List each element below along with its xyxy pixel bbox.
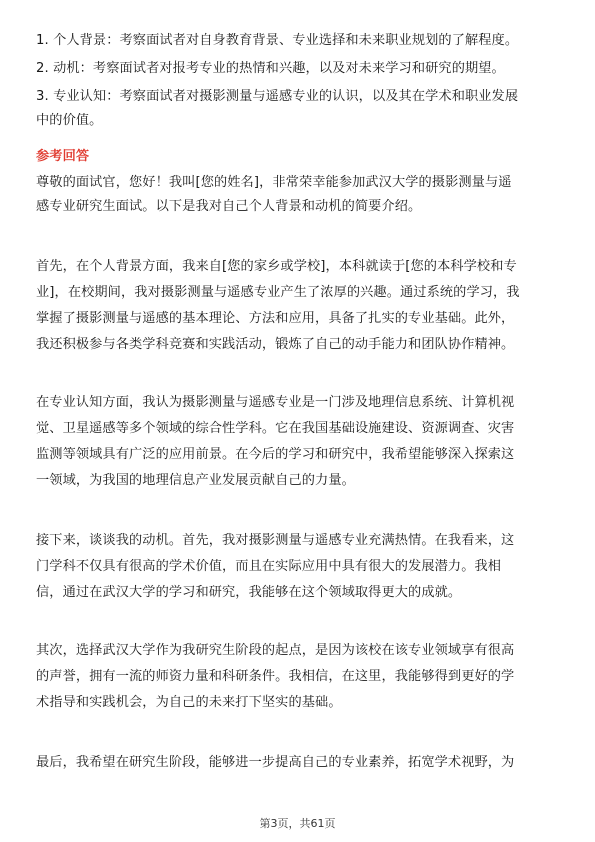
paragraph-line: 一领域，为我国的地理信息产业发展贡献自己的力量。 [36, 473, 355, 488]
paragraph-line: 的声誉，拥有一流的师资力量和科研条件。我相信，在这里，我能够得到更好的学 [36, 669, 515, 684]
paragraph-line: 在专业认知方面，我认为摄影测量与遥感专业是一门涉及地理信息系统、计算机视 [36, 395, 515, 410]
paragraph-line: 门学科不仅具有很高的学术价值，而且在实际应用中具有很大的发展潜力。我相 [36, 559, 502, 574]
page-number: 第3页，共61页 [259, 817, 336, 830]
criterion-personal-background: 1. 个人背景：考察面试者对自身教育背景、专业选择和未来职业规划的了解程度。 [36, 33, 519, 48]
paragraph-line: 监测等领域具有广泛的应用前景。在今后的学习和研究中，我希望能够深入探索这 [36, 447, 515, 462]
paragraph-line: 尊敬的面试官，您好！我叫[您的姓名]，非常荣幸能参加武汉大学的摄影测量与遥 [36, 175, 512, 190]
paragraph-line: 其次，选择武汉大学作为我研究生阶段的起点，是因为该校在该专业领域享有很高 [36, 643, 515, 658]
paragraph-line: 觉、卫星遥感等多个领域的综合性学科。它在我国基础设施建设、资源调查、灾害 [36, 421, 515, 436]
paragraph-line: 最后，我希望在研究生阶段，能够进一步提高自己的专业素养，拓宽学术视野，为 [36, 755, 515, 770]
paragraph-line: 业]，在校期间，我对摄影测量与遥感专业产生了浓厚的兴趣。通过系统的学习，我 [36, 285, 520, 300]
paragraph-line: 信，通过在武汉大学的学习和研究，我能够在这个领域取得更大的成就。 [36, 585, 462, 600]
paragraph-line: 接下来，谈谈我的动机。首先，我对摄影测量与遥感专业充满热情。在我看来，这 [36, 533, 515, 548]
paragraph-line: 术指导和实践机会，为自己的未来打下坚实的基础。 [36, 695, 342, 710]
paragraph-line: 首先，在个人背景方面，我来自[您的家乡或学校]，本科就读于[您的本科学校和专 [36, 259, 517, 274]
criterion-professional-knowledge-cont: 中的价值。 [36, 113, 103, 128]
criterion-professional-knowledge: 3. 专业认知：考察面试者对摄影测量与遥感专业的认识，以及其在学术和职业发展 [36, 89, 519, 104]
paragraph-line: 掌握了摄影测量与遥感的基本理论、方法和应用，具备了扎实的专业基础。此外， [36, 311, 515, 326]
answer-heading: 参考回答 [36, 149, 90, 164]
criterion-motivation: 2. 动机：考察面试者对报考专业的热情和兴趣，以及对未来学习和研究的期望。 [36, 61, 505, 76]
paragraph-line: 感专业研究生面试。以下是我对自己个人背景和动机的简要介绍。 [36, 199, 422, 214]
paragraph-line: 我还积极参与各类学科竞赛和实践活动，锻炼了自己的动手能力和团队协作精神。 [36, 337, 515, 352]
